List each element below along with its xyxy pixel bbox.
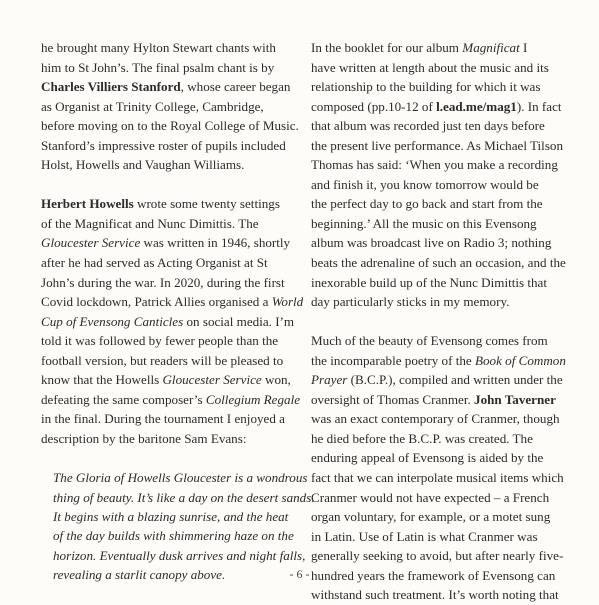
text-line: Holst, Howells and Vaughan Williams. (41, 157, 245, 173)
text-line: Covid lockdown, Patrick Allies organised a World (41, 294, 304, 310)
page-number: - 6 - (289, 567, 310, 581)
text-line: he brought many Hylton Stewart chants with (41, 40, 276, 55)
text-line: oversight of Thomas Cranmer. John Taverner (311, 391, 556, 407)
text-line: John’s during the war. In 2020, during the first (41, 274, 285, 290)
text-line: Prayer (B.C.P.), compiled and written under the (311, 372, 563, 388)
text-line: fact that we can interpolate musical items which (311, 470, 564, 486)
text-line: defeating the same composer’s Collegium Regale (41, 391, 301, 407)
text-line: Thomas has said: ‘When you make a recording (311, 157, 558, 173)
text-line: relationship to the building for which it was (311, 79, 541, 95)
text-line: Much of the beauty of Evensong comes from (311, 333, 548, 349)
text-line: of the Magnificat and Nunc Dimittis. The (41, 215, 259, 231)
text-line: told it was followed by fewer people than the (41, 333, 279, 349)
italic-title: World (271, 294, 304, 310)
italic-title: Cup of Evensong Canticles (41, 313, 184, 329)
text-line: know that the Howells Gloucester Service won, (41, 372, 291, 388)
text-line: the present live performance. As Michael Tilson (311, 137, 564, 153)
text-line: thing of beauty. It’s like a day on the desert sands. (53, 489, 315, 505)
text-line: organ voluntary, for example, or a motet sung (311, 509, 551, 525)
text-line: In the booklet for our album Magnificat I (311, 40, 528, 55)
italic-title: Prayer (311, 372, 348, 388)
text-line: It begins with a blazing sunrise, and the heat (53, 509, 289, 525)
text-line: him to St John’s. The final psalm chant is by (41, 59, 275, 75)
text-line: Charles Villiers Stanford, whose career began (41, 79, 291, 95)
bold-name: John Taverner (474, 391, 556, 407)
text-line: and finish it, you know tomorrow would be (311, 176, 539, 192)
bold-name: Charles Villiers Stanford (41, 79, 181, 95)
bold-name: Herbert Howells (41, 196, 134, 212)
italic-title: Gloucester Service (162, 372, 262, 388)
text-line: day particularly sticks in my memory. (311, 294, 510, 310)
text-line: enduring appeal of Evensong is aided by the (311, 450, 544, 466)
text-line: the incomparable poetry of the Book of Common (311, 352, 566, 368)
text-line: Herbert Howells wrote some twenty settings (41, 196, 280, 212)
italic-title: Book of Common (474, 352, 566, 368)
text-line: album was broadcast live on Radio 3; nothing (311, 235, 552, 251)
italic-title: Collegium Regale (205, 391, 301, 407)
text-line: withstand such treatment. It’s worth noting that (311, 587, 559, 603)
text-line: beats the adrenaline of such an occasion, and the (311, 255, 566, 271)
text-line: horizon. Eventually dusk arrives and night falls, (53, 547, 306, 563)
italic-title: Gloucester Service (41, 235, 141, 251)
text-line: Cup of Evensong Canticles on social media. I’m (41, 313, 295, 329)
text-line: in the final. During the tournament I enjoyed a (41, 411, 285, 427)
text-line: inexorable build up of the Nunc Dimittis that (311, 274, 548, 290)
text-line: the perfect day to go back and start from the (311, 196, 543, 212)
text-line: as Organist at Trinity College, Cambridge, (41, 98, 264, 114)
text-line: The Gloria of Howells Gloucester is a wondrous (53, 470, 308, 486)
text-line: before moving on to the Royal College of Music. (41, 118, 299, 134)
text-line: Gloucester Service was written in 1946, shortly (41, 235, 291, 251)
text-line: football version, but readers will be pleased to (41, 352, 284, 368)
paragraph-book-of-common-prayer (311, 331, 565, 605)
left-column (41, 38, 315, 584)
text-line: revealing a starlit canopy above. (53, 566, 226, 582)
paragraph-herbert-howells (41, 194, 304, 448)
text-line: have written at length about the music and its (311, 59, 549, 75)
text-line: after he had served as Acting Organist at St (41, 255, 268, 271)
paragraph-magnificat-album (311, 38, 565, 312)
text-line: Stanford’s impressive roster of pupils included (41, 137, 286, 153)
text-line: description by the baritone Sam Evans: (41, 430, 247, 446)
text-line: of the day builds with shimmering haze on the (53, 528, 294, 544)
right-column (311, 38, 565, 605)
text-line: was an exact contemporary of Cranmer, though (311, 411, 560, 427)
text-line: beginning.’ All the music on this Evensong (311, 215, 537, 231)
text-line: in Latin. Use of Latin is what Cranmer was (311, 528, 538, 544)
paragraph-hylton-stewart (41, 38, 299, 175)
text-line: he died before the B.C.P. was created. The (311, 430, 533, 446)
bold-name: l.ead.me/mag1 (436, 98, 517, 114)
text-line: Cranmer would not have expected – a French (311, 489, 550, 505)
text-line: that album was recorded just ten days before (311, 118, 545, 134)
italic-title: Magnificat (462, 40, 520, 55)
text-line: composed (pp.10-12 of l.ead.me/mag1). In fact (311, 98, 562, 114)
text-line: hundred years the framework of Evensong can (311, 567, 556, 583)
text-line: generally seeking to avoid, but after nearly five- (311, 548, 564, 564)
